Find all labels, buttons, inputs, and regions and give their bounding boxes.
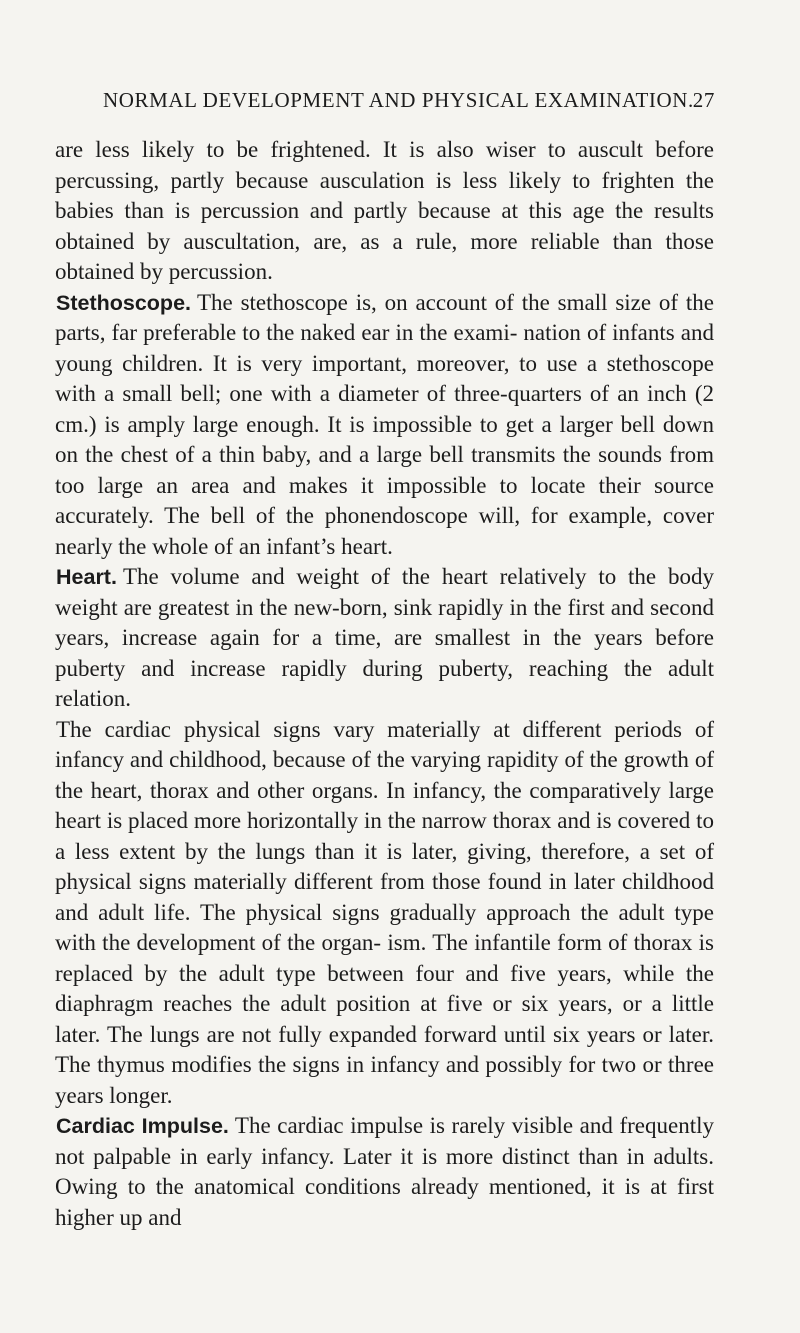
section-heading-stethoscope: Stethoscope.	[56, 290, 191, 315]
paragraph-text: The cardiac physical signs vary materially at different periods of infancy and childhood, because of the varying rapidity of the growth of the heart, thorax and other organs. In infancy, the comparatively large heart is placed more horizontally in the narrow thorax and is covered to a less extent by the lungs than it is later, giving, therefore, a set of physical signs materially different from those found in later childhood and adult life. The physical signs gradually approach the adult type with the development of the organ- ism. The infantile form of thorax is replaced by the adult type between four and five years, while the diaphragm reaches the adult position at five or six years, or a little later. The lungs are not fully expanded forward until six years or later. The thymus modifies the signs in infancy and possibly for two or three years longer.	[55, 716, 714, 1108]
body-text	[55, 135, 714, 1233]
paragraph-cardiac-impulse	[55, 1111, 714, 1233]
paragraph-heart	[55, 562, 714, 715]
paragraph-text: are less likely to be frightened. It is also wiser to auscult before percussing, partly because ausculation is less likely to frighten the babies than is percussion and partly because at this age the results obtained by auscultation, are, as a rule, more reliable than those obtained by percussion.	[55, 137, 714, 284]
paragraph-text: The cardiac impulse is rarely visible and frequently not palpable in early infancy. Later it is more distinct than in adults. Owing to the anatomical conditions already mentioned, it is at first higher up and	[55, 1113, 714, 1230]
page-number: 27	[692, 88, 715, 112]
paragraph-continuation	[55, 135, 714, 288]
paragraph-text: The volume and weight of the heart relatively to the body weight are greatest in the new-born, sink rapidly in the first and second years, increase again for a time, are smallest in the years before puberty and increase rapidly during puberty, reaching the adult relation.	[55, 564, 714, 711]
section-heading-heart: Heart.	[56, 565, 117, 589]
running-head: NORMAL DEVELOPMENT AND PHYSICAL EXAMINATION.	[103, 88, 694, 112]
paragraph-text: The stethoscope is, on account of the small size of the parts, far preferable to the naked ear in the exami- nation of infants and young children. It is very important, moreover, to use a stethoscope with a small bell; one with a diameter of three-quarters of an inch (2 cm.) is amply large enough. It is impossible to get a larger bell down on the chest of a thin baby, and a large bell transmits the sounds from too large an area and makes it impossible to locate their source accurately. The bell of the phonendoscope will, for example, cover nearly the whole of an infant’s heart.	[55, 289, 714, 559]
section-heading-cardiac-impulse: Cardiac Impulse.	[56, 1114, 229, 1138]
page-header	[103, 88, 715, 124]
paragraph-cardiac-signs	[55, 715, 714, 1112]
paragraph-stethoscope	[55, 288, 714, 563]
